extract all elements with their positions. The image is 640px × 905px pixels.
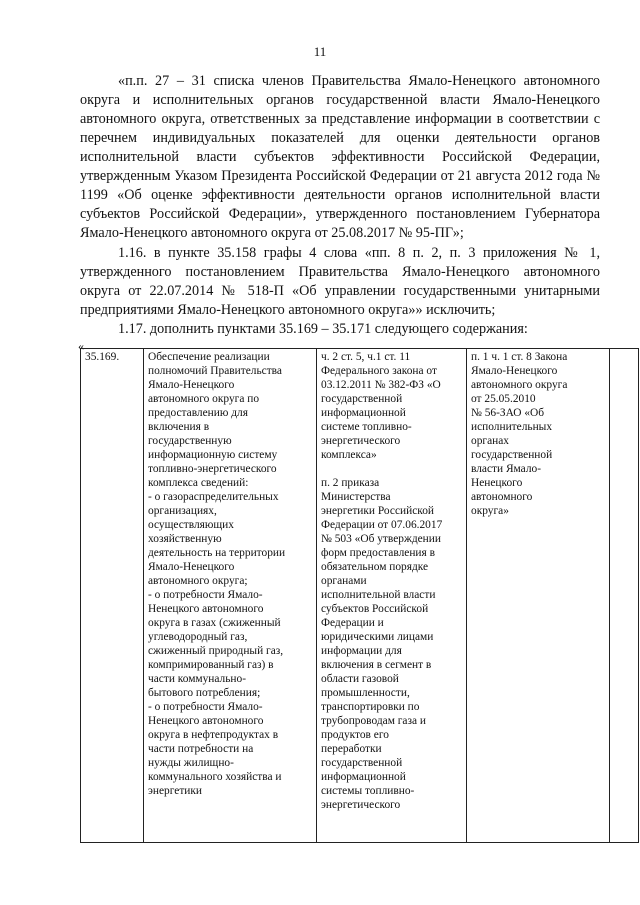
text-line: организациях, [148, 505, 217, 517]
text-line: ч. 2 ст. 5, ч.1 ст. 11 [321, 351, 411, 363]
text-line: Ямало-Ненецкого [471, 365, 558, 377]
text-line: включения в [148, 421, 210, 433]
paragraph-text: «п.п. 27 – 31 списка членов Правительства Ямало-Ненецкого автономного округа и исполнительных органов государственной власти Ямало-Ненецкого автономного округа, ответственных за представление информации в соответствии с перечнем индивидуальных показателей для оценки деятельности органов исполнительной власти субъектов эффективности Российской Федерации, утвержденным Указом Президента Российской Федерации от 21 августа 2012 года № 1199 «Об оценке эффективности деятельности органов исполнительной власти субъектов Российской Федерации», утвержденного постановлением Губернатора Ямало-Ненецкого автономного округа от 25.08.2017 № 95-ПГ»; [80, 73, 600, 241]
text-line: № 503 «Об утверждении [321, 533, 441, 545]
text-line: информационной [321, 407, 406, 419]
text-line: части потребности на [148, 743, 254, 755]
text-line: трубопроводам газа и [321, 715, 426, 727]
text-line: округа в газах (сжиженный [148, 617, 281, 629]
text-line: Ямало-Ненецкого [148, 561, 235, 573]
paragraph-text: 1.17. дополнить пунктами 35.169 – 35.171 следующего содержания: [118, 321, 528, 337]
text-line: энергетики [148, 785, 203, 797]
text-line: информации для [321, 645, 402, 657]
text-line: органами [321, 575, 367, 587]
text-line: коммунального хозяйства и [148, 771, 282, 783]
text-line: углеводородный газ, [148, 631, 248, 643]
text-line: Ненецкого [471, 477, 523, 489]
text-line: власти Ямало- [471, 463, 542, 475]
text-line: энергетического [321, 435, 401, 447]
text-line: государственной [321, 393, 403, 405]
text-line: Министерства [321, 491, 391, 503]
text-line: юридическими лицами [321, 631, 434, 643]
paragraph-text: 1.16. в пункте 35.158 графы 4 слова «пп. 8 п. 2, п. 3 приложения № 1, утвержденного постановлением Правительства Ямало-Ненецкого автономного округа от 22.07.2014 № 518-П «Об управлении государственными унитарными предприятиями Ямало-Ненецкого автономного округа»» исключить; [80, 245, 600, 318]
text-line: системы топливно- [321, 785, 415, 797]
block-gap [321, 462, 462, 476]
text-line: - о газораспределительных [148, 491, 279, 503]
text-line: округа» [471, 505, 509, 517]
text-line: продуктов его [321, 729, 389, 741]
text-line: п. 1 ч. 1 ст. 8 Закона [471, 351, 568, 363]
text-line: автономного округа; [148, 575, 248, 587]
table-row [81, 349, 639, 843]
text-line: переработки [321, 743, 382, 755]
text-line: комплекса» [321, 449, 377, 461]
text-line: - о потребности Ямало- [148, 589, 263, 601]
cell-extra [610, 349, 639, 843]
opening-quote-mark: « [78, 339, 84, 353]
text-line: п. 2 приказа [321, 477, 380, 489]
text-line: автономного [471, 491, 533, 503]
responsibility-table [80, 348, 639, 843]
text-line: Ненецкого автономного [148, 603, 264, 615]
text-line: Ненецкого автономного [148, 715, 264, 727]
text-line: информационную систему [148, 449, 278, 461]
text-line: 03.12.2011 № 382-ФЗ «О [321, 379, 441, 391]
paragraph-1-17 [80, 320, 600, 339]
text-line: бытового потребления; [148, 687, 261, 699]
text-line: Федерации и [321, 617, 384, 629]
text-line: округа в нефтепродуктах в [148, 729, 279, 741]
text-line: части коммунально- [148, 673, 247, 685]
text-line: государственной [321, 757, 403, 769]
text-line: включения в сегмент в [321, 659, 432, 671]
text-line: комплекса сведений: [148, 477, 249, 489]
text-line: хозяйственную [148, 533, 222, 545]
text-line: исполнительных [471, 421, 553, 433]
text-line: государственной [471, 449, 553, 461]
paragraph-1-16 [80, 244, 600, 320]
text-line: энергетики Российской [321, 505, 434, 517]
cell-item-number: 35.169. [81, 349, 144, 843]
text-line: предоставлению для [148, 407, 248, 419]
text-line: Обеспечение реализации [148, 351, 270, 363]
text-line: автономного округа по [148, 393, 260, 405]
text-line: компримированный газ) в [148, 659, 274, 671]
cell-description [144, 349, 317, 843]
cell-federal-legal-basis [317, 349, 467, 843]
text-line: нужды жилищно- [148, 757, 234, 769]
text-line: Федерации от 07.06.2017 [321, 519, 443, 531]
text-line: Федерального закона от [321, 365, 437, 377]
text-line: области газовой [321, 673, 399, 685]
text-line: автономного округа [471, 379, 568, 391]
text-line: форм предоставления в [321, 547, 435, 559]
text-line: № 56-ЗАО «Об [471, 407, 545, 419]
text-line: информационной [321, 771, 406, 783]
text-line: от 25.05.2010 [471, 393, 536, 405]
text-line: энергетического [321, 799, 401, 811]
text-line: системе топливно- [321, 421, 412, 433]
page-number: 11 [313, 44, 327, 59]
text-line: деятельность на территории [148, 547, 286, 559]
cell-regional-legal-basis [467, 349, 610, 843]
text-line: полномочий Правительства [148, 365, 282, 377]
text-line: сжиженный природный газ, [148, 645, 284, 657]
ministry-order-reference [321, 476, 462, 812]
text-line: топливно-энергетического [148, 463, 277, 475]
text-line: исполнительной власти [321, 589, 436, 601]
text-line: транспортировки по [321, 701, 420, 713]
text-line: государственную [148, 435, 232, 447]
text-line: Ямало-Ненецкого [148, 379, 235, 391]
text-line: субъектов Российской [321, 603, 429, 615]
text-line: промышленности, [321, 687, 410, 699]
paragraph-amendment-pp-27-31 [80, 72, 600, 243]
text-line: осуществляющих [148, 519, 234, 531]
federal-law-reference [321, 350, 462, 462]
text-line: - о потребности Ямало- [148, 701, 263, 713]
text-line: органах [471, 435, 509, 447]
text-line: обязательном порядке [321, 561, 429, 573]
